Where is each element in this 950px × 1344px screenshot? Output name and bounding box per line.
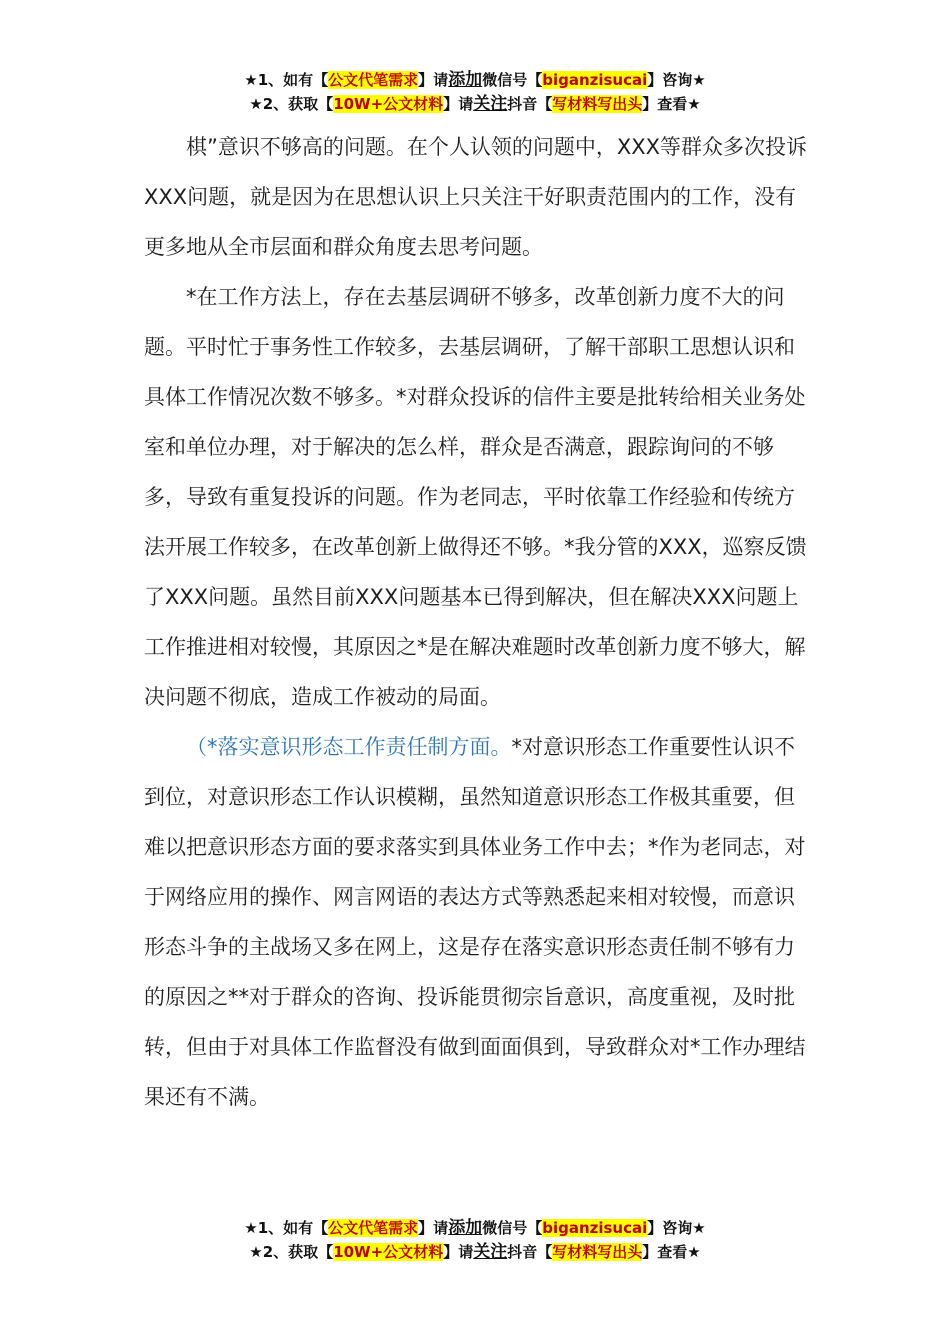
footer-line-2: ★2、获取【10W+公文材料】请关注抖音【写材料写出头】查看★	[249, 1242, 701, 1262]
highlight-wechat-id: biganzisucai	[542, 71, 648, 89]
banner-line-2: ★2、获取【10W+公文材料】请关注抖音【写材料写出头】查看★	[249, 94, 701, 114]
paragraph-3	[144, 722, 808, 1122]
paragraph-1: 棋”意识不够高的问题。在个人认领的问题中，XXX等群众多次投诉XXX问题，就是因为在思想认识上只关注干好职责范围内的工作，没有更多地从全市层面和群众角度去思考问题。	[144, 135, 808, 259]
paragraph-2: *在工作方法上，存在去基层调研不够多，改革创新力度不大的问题。平时忙于事务性工作较多，去基层调研，了解干部职工思想认识和具体工作情况次数不够多。*对群众投诉的信件主要是批转给相关业务处室和单位办理，对于解决的怎么样，群众是否满意，跟踪询问的不够多，导致有重复投诉的问题。作为老同志，平时依靠工作经验和传统方法开展工作较多，在改革创新上做得还不够。*我分管的XXX，巡察反馈了XXX问题。虽然目前XXX问题基本已得到解决，但在解决XXX问题上工作推进相对较慢，其原因之*是在解决难题时改革创新力度不够大，解决问题不彻底，造成工作被动的局面。	[144, 285, 807, 709]
highlight-materials: 10W+公文材料	[333, 95, 444, 113]
footer-banner	[0, 1216, 950, 1264]
paragraph-3-text: *对意识形态工作重要性认识不到位，对意识形态工作认识模糊，虽然知道意识形态工作极其重要，但难以把意识形态方面的要求落实到具体业务工作中去；*作为老同志，对于网络应用的操作、网言网语的表达方式等熟悉起来相对较慢，而意识形态斗争的主战场又多在网上，这是存在落实意识形态责任制不够有力的原因之**对于群众的咨询、投诉能贯彻宗旨意识，高度重视，及时批转，但由于对具体工作监督没有做到面面俱到，导致群众对*工作办理结果还有不满。	[144, 735, 806, 1109]
banner-line-1: ★1、如有【公文代笔需求】请添加微信号【biganzisucai】咨询★	[244, 70, 706, 90]
highlight-service: 公文代笔需求	[328, 71, 419, 89]
header-banner	[0, 68, 950, 116]
section-heading: （*落实意识形态工作责任制方面。	[186, 735, 512, 759]
footer-line-1: ★1、如有【公文代笔需求】请添加微信号【biganzisucai】咨询★	[244, 1218, 706, 1238]
highlight-douyin: 写材料写出头	[552, 95, 643, 113]
document-body	[144, 122, 808, 1122]
